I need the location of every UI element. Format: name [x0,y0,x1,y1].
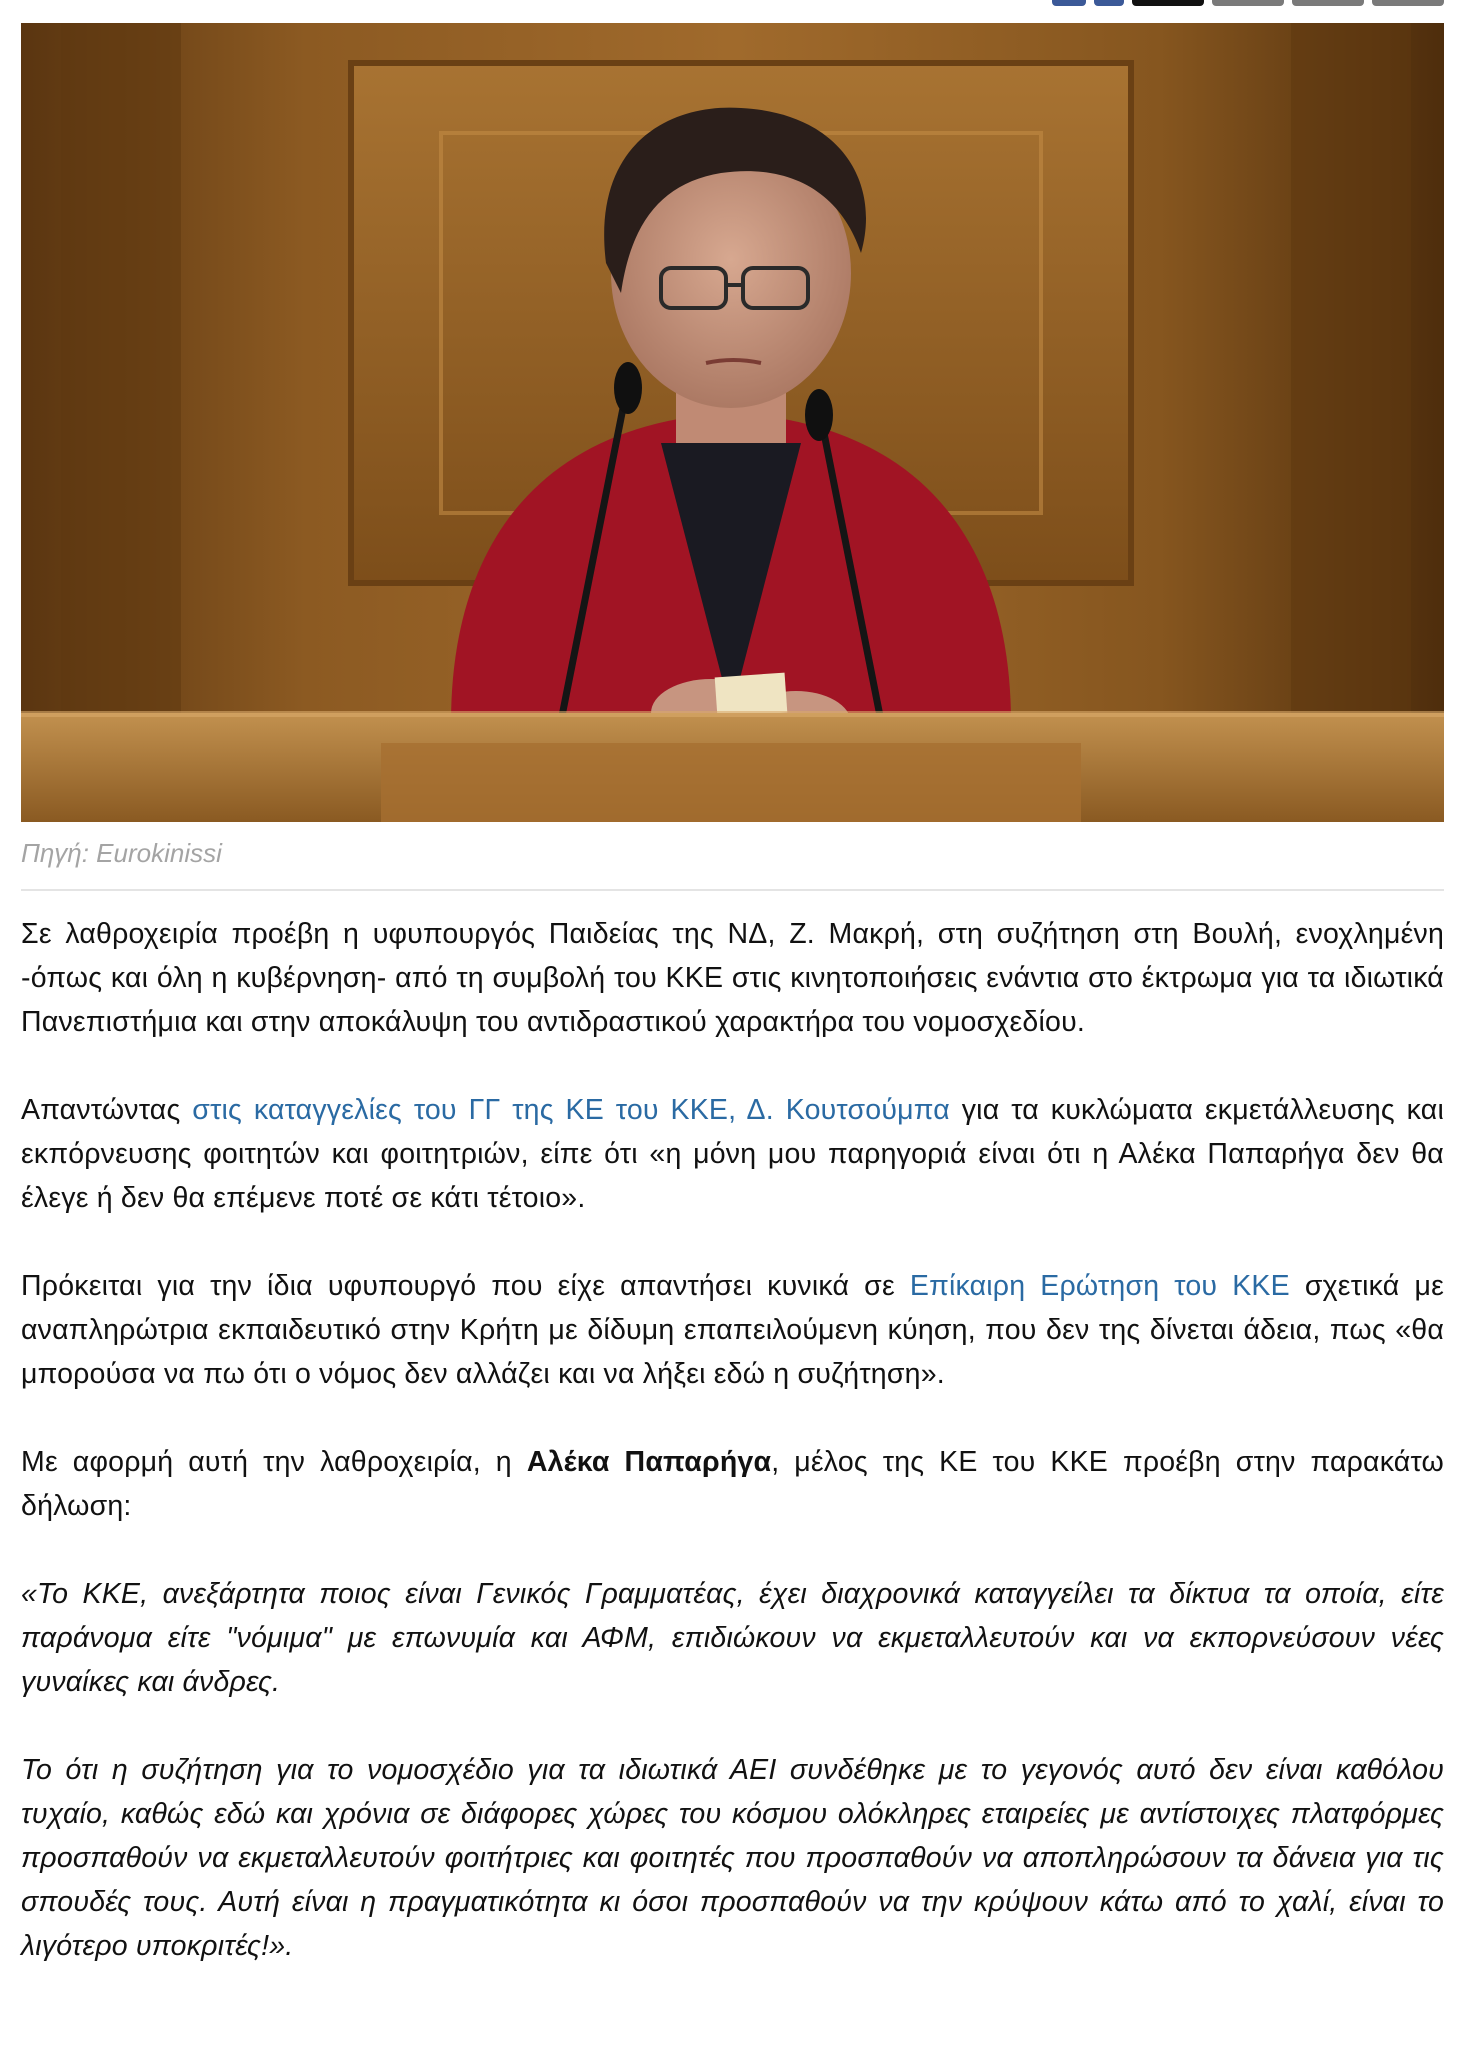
paragraph-text: Πρόκειται για την ίδια υφυπουργό που είχε απαντήσει κυνικά σε [21,1270,910,1302]
facebook-icon[interactable] [1052,0,1086,6]
x-twitter-icon[interactable] [1132,0,1204,6]
quote-paragraph: Το ότι η συζήτηση για το νομοσχέδιο για τα ιδιωτικά ΑΕΙ συνδέθηκε με το γεγονός αυτό δεν είναι καθόλου τυχαίο, καθώς εδώ και χρόνια σε διάφορες χώρες του κόσμου ολόκληρες εταιρείες με αντίστοιχες πλατφόρμες προσπαθούν να εκμεταλλευτούν φοιτήτριες και φοιτητές που προσπαθούν να αποπληρώσουν τα δάνεια για τις σπουδές τους. Αυτή είναι η πραγματικότητα κι όσοι προσπαθούν να την κρύψουν κάτω από το χαλί, είναι το λιγότερο υποκριτές!». [21,1754,1444,1962]
article-body [21,912,1444,2012]
paragraph-text: για τα κυκλώματα εκμετάλλευσης και εκπόρνευσης φοιτητών και φοιτητριών, είπε ότι «η μόνη μου παρηγοριά είναι ότι η Αλέκα Παπαρήγα δεν θα έλεγε ή δεν θα επέμενε ποτέ σε κάτι τέτοιο». [21,1094,1444,1214]
article-paragraph: Σε λαθροχειρία προέβη η υφυπουργός Παιδείας της ΝΔ, Ζ. Μακρή, στη συζήτηση στη Βουλή, ενοχλημένη -όπως και όλη η κυβέρνηση- από τη συμβολή του ΚΚΕ στις κινητοποιήσεις ενάντια στο έκτρωμα για τα ιδιωτικά Πανεπιστήμια και στην αποκάλυψη του αντιδραστικού χαρακτήρα του νομοσχεδίου. [21,918,1444,1038]
print-icon[interactable] [1292,0,1364,6]
article-hero-image [21,23,1444,822]
messenger-icon[interactable] [1094,0,1124,6]
paragraph-text: , μέλος της ΚΕ του ΚΚΕ προέβη στην παρακάτω δήλωση: [21,1446,1444,1522]
share-icon[interactable] [1372,0,1444,6]
hero-photo [21,23,1444,822]
inline-link-koutsoumpas-complaints[interactable]: στις καταγγελίες του ΓΓ της ΚΕ του ΚΚΕ, Δ. Κουτσούμπα [192,1094,950,1126]
share-bar [1052,0,1444,6]
bold-name: Αλέκα Παπαρήγα [526,1446,772,1478]
paragraph-text: Απαντώντας [21,1094,193,1126]
quote-paragraph: «Το ΚΚΕ, ανεξάρτητα ποιος είναι Γενικός Γραμματέας, έχει διαχρονικά καταγγείλει τα δίκτυα τα οποία, είτε παράνομα είτε "νόμιμα" με επωνυμία και ΑΦΜ, επιδιώκουν να εκμεταλλευτούν και να εκπορνεύσουν νέες γυναίκες και άνδρες. [21,1578,1444,1698]
inline-link-kke-question[interactable]: Επίκαιρη Ερώτηση του ΚΚΕ [909,1270,1290,1302]
image-caption: Πηγή: Eurokinissi [21,838,222,868]
article-paragraph [21,1264,1444,1396]
caption-divider [21,889,1444,891]
email-icon[interactable] [1212,0,1284,6]
article-paragraph [21,1440,1444,1528]
paragraph-text: σχετικά με αναπληρώτρια εκπαιδευτικό στην Κρήτη με δίδυμη επαπειλούμενη κύηση, που δεν της δίνεται άδεια, πως «θα μπορούσα να πω ότι ο νόμος δεν αλλάζει και να λήξει εδώ η συζήτηση». [21,1270,1444,1390]
article-paragraph [21,1088,1444,1220]
paragraph-text: Με αφορμή αυτή την λαθροχειρία, η [21,1446,527,1478]
